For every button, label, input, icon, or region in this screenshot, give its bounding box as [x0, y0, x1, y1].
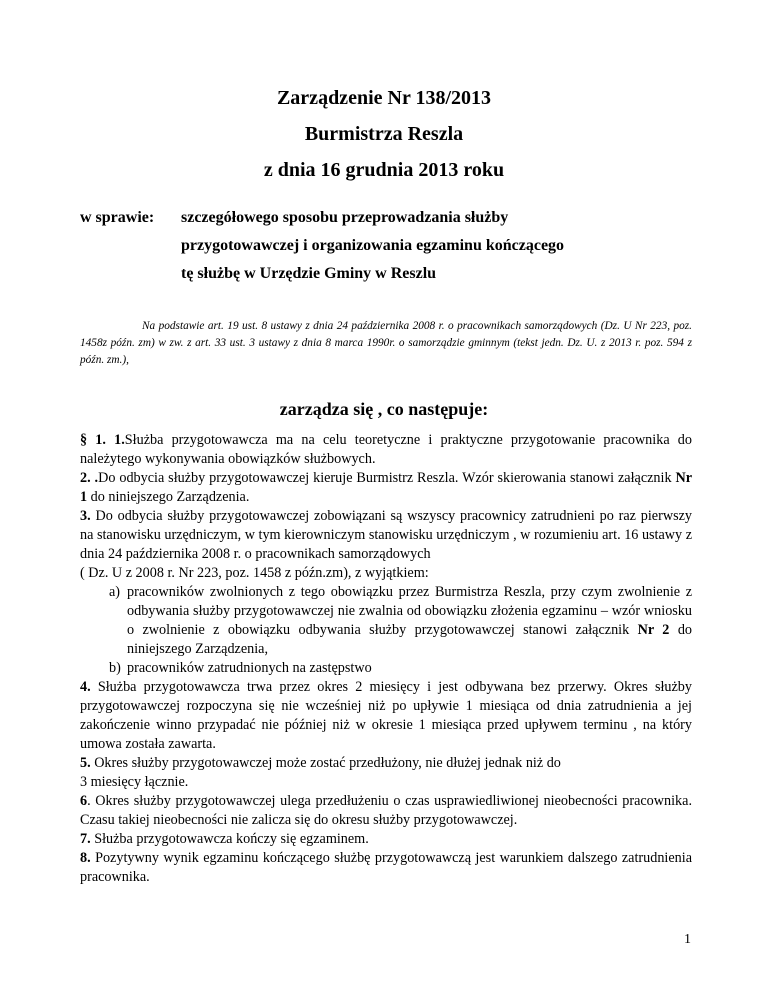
decree-heading: zarządza się , co następuje: — [279, 399, 489, 419]
paragraph-1-label: § 1. 1. — [80, 432, 125, 448]
document-title: Zarządzenie Nr 138/2013 — [276, 87, 492, 109]
document-authority: Burmistrza Reszla — [304, 123, 464, 145]
paragraph-2-label: 2. . — [80, 470, 99, 486]
legal-basis: Na podstawie art. 19 ust. 8 ustawy z dnia 24 października 2008 r. o pracownikach samorządowych (Dz. U Nr 223, poz. 1458z późn. zm) w zw. z art. 33 ust. 3 ustawy z dnia 8 marca 1990r. o samorządzie gminnym (tekst jedn. Dz. U. z 2013 r. poz. 594 z późn. zm.), — [80, 320, 692, 366]
paragraph-2-text: Do odbycia służby przygotowawczej kieruje Burmistrz Reszla. Wzór skierowania stanowi załącznik — [98, 470, 676, 486]
paragraph-4 — [80, 678, 692, 754]
document-body — [80, 431, 692, 887]
paragraph-8 — [80, 849, 692, 887]
paragraph-3-label: 3. — [80, 508, 91, 524]
paragraph-7-label: 7. — [80, 831, 91, 847]
paragraph-5-text: Okres służby przygotowawczej może zostać przedłużony, nie dłużej jednak niż do — [90, 755, 561, 771]
paragraph-7-text: Służba przygotowawcza kończy się egzaminem. — [90, 831, 369, 847]
list-item-b-marker: b) — [109, 660, 121, 676]
list-item-a-content — [127, 583, 692, 659]
subject-line-3: tę służbę w Urzędzie Gminy w Reszlu — [181, 265, 437, 282]
paragraph-8-text: Pozytywny wynik egzaminu kończącego służbę przygotowawczą jest warunkiem dalszego zatrudnienia pracownika. — [80, 850, 692, 885]
paragraph-3-continued: ( Dz. U z 2008 r. Nr 223, poz. 1458 z późn.zm), z wyjątkiem: — [80, 565, 429, 581]
page-number: 1 — [684, 932, 691, 947]
paragraph-2-bold: Nr 1 — [80, 470, 692, 505]
paragraph-7 — [80, 830, 692, 849]
paragraph-4-label: 4. — [80, 679, 91, 695]
paragraph-5 — [80, 754, 692, 773]
paragraph-1 — [80, 431, 692, 469]
paragraph-1-text: Służba przygotowawcza ma na celu teoretyczne i praktyczne przygotowanie pracownika do należytego wykonywania obowiązków służbowych. — [80, 432, 692, 467]
list-item-a-marker: a) — [109, 584, 121, 600]
paragraph-3 — [80, 507, 692, 564]
list-item-a-bold: Nr 2 — [637, 622, 670, 638]
paragraph-5-continued: 3 miesięcy łącznie. — [80, 774, 189, 790]
paragraph-3-text: Do odbycia służby przygotowawczej zobowiązani są wszyscy pracownicy zatrudnieni po raz pierwszy na stanowisku urzędniczym, w tym kierowniczym stanowisku urzędniczym , w rozumieniu art. 16 ustawy z dnia 24 października 2008 r. o pracownikach samorządowych — [80, 508, 692, 562]
paragraph-4-text: Służba przygotowawcza trwa przez okres 2 miesięcy i jest odbywana bez przerwy. Okres służby przygotowawczej rozpoczyna się nie wcześniej niż po upływie 1 miesiąca od dnia zatrudnienia a jej zakończenie winno przypadać nie później niż w okresie 1 miesiąca przed upływem terminu , na który umowa została zawarta. — [80, 679, 692, 752]
paragraph-2 — [80, 469, 692, 507]
subject-line-2: przygotowawczej i organizowania egzaminu kończącego — [181, 237, 565, 254]
subject-prefix: w sprawie: — [80, 209, 155, 226]
paragraph-2-text-end: do niniejszego Zarządzenia. — [87, 489, 250, 505]
paragraph-5-label: 5. — [80, 755, 91, 771]
list-item-a-text: pracowników zwolnionych z tego obowiązku przez Burmistrza Reszla, przy czym zwolnienie z odbywania służby przygotowawczej nie zwalnia od obowiązku złożenia egzaminu – wzór wniosku o zwolnienie z obowiązku odbywania służby przygotowawczej stanowi załącznik — [127, 584, 692, 638]
list-item-b-text: pracowników zatrudnionych na zastępstwo — [127, 660, 372, 676]
list-item-b — [80, 659, 692, 678]
paragraph-6-text: . Okres służby przygotowawczej ulega przedłużeniu o czas usprawiedliwionej nieobecności pracownika. Czasu takiej nieobecności nie zalicza się do okresu służby przygotowawczej. — [80, 793, 692, 828]
paragraph-8-label: 8. — [80, 850, 91, 866]
list-item-a-text-end: do niniejszego Zarządzenia, — [127, 622, 693, 657]
paragraph-6-label: 6 — [80, 793, 88, 809]
document-date: z dnia 16 grudnia 2013 roku — [263, 159, 505, 181]
subject-line-1: szczegółowego sposobu przeprowadzania służby — [181, 209, 509, 226]
list-item-a — [80, 583, 692, 659]
paragraph-6 — [80, 792, 692, 830]
